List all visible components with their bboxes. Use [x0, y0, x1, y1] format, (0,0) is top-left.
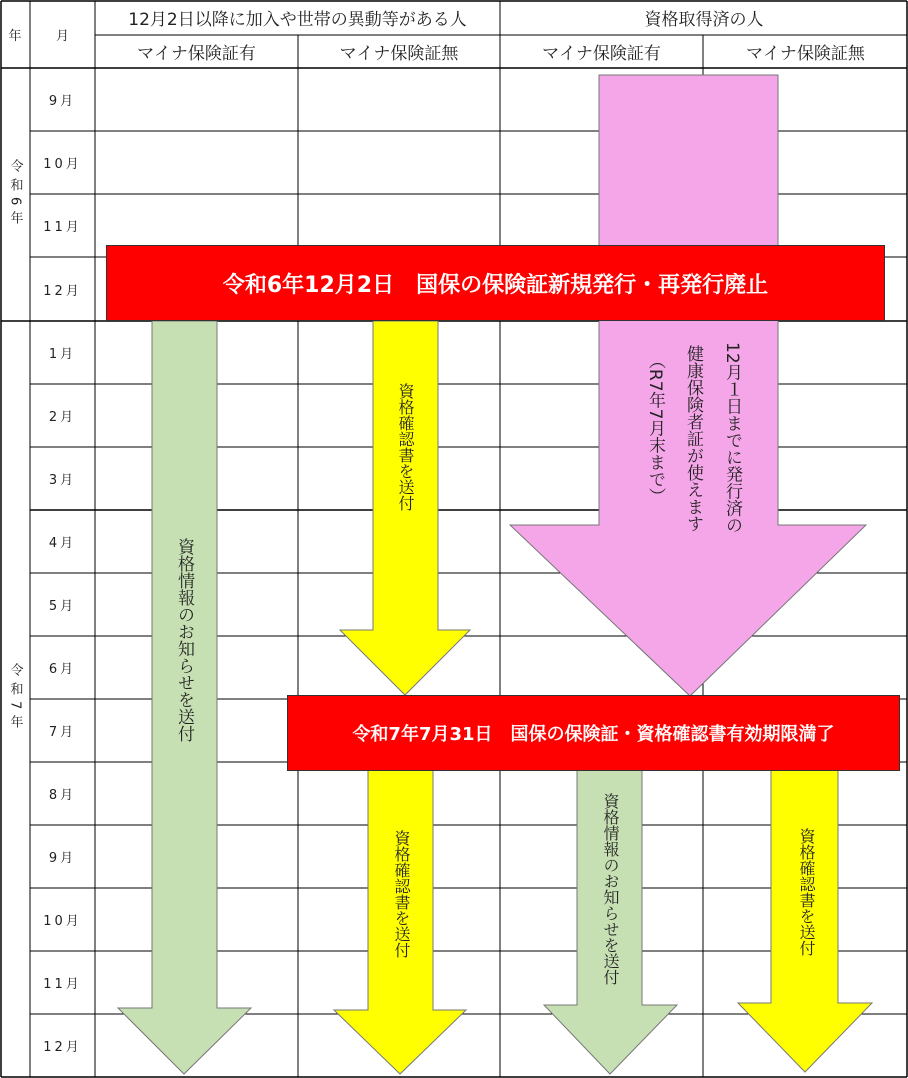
header-new-without-card: マイナ保険証無	[339, 44, 459, 64]
header-month: 月	[55, 28, 69, 44]
month-r6-10: 10月	[43, 157, 82, 172]
month-r6-9: 9月	[48, 94, 77, 109]
header-existing-without-card: マイナ保険証無	[746, 44, 865, 64]
yellow-arrow-short-label: 資格確認書を送付	[396, 383, 415, 511]
month-r6-12: 12月	[43, 283, 82, 299]
yellow-arrow-bottom-2-label: 資格確認書を送付	[797, 828, 816, 956]
pink-arrow-label-line1: 12月１日までに発行済の	[722, 342, 742, 534]
month-r7-3: 3月	[48, 473, 77, 488]
banner-abolition: 令和6年12月2日 国保の保険証新規発行・再発行廃止	[106, 245, 885, 321]
month-r7-10: 10月	[43, 914, 82, 929]
header-group-new: 12月2日以降に加入や世帯の異動等がある人	[128, 10, 467, 30]
banner-expiry: 令和7年7月31日 国保の保険証・資格確認書有効期限満了	[287, 695, 900, 771]
pink-arrow-label-line3: （R7年7月末まで）	[645, 352, 665, 505]
month-r7-2: 2月	[48, 410, 77, 425]
year-label-r6: 令和6年	[7, 158, 23, 231]
header-year: 年	[8, 28, 22, 44]
year-label-r7: 令和7年	[7, 662, 23, 735]
yellow-arrow-bottom-1-label: 資格確認書を送付	[392, 830, 411, 958]
month-r7-6: 6月	[48, 662, 77, 677]
green-arrow-long-label: 資格情報のお知らせを送付	[174, 538, 194, 742]
month-r7-5: 5月	[48, 599, 77, 614]
header-group-existing: 資格取得済の人	[644, 10, 764, 30]
header-existing-with-card: マイナ保険証有	[542, 44, 661, 64]
month-r7-4: 4月	[48, 536, 77, 551]
pink-arrow-label-line2: 健康保険者証が使えます	[683, 345, 703, 532]
month-r6-11: 11月	[43, 220, 82, 235]
month-r7-1: 1月	[48, 347, 77, 362]
month-r7-11: 11月	[43, 977, 82, 992]
month-r7-8: 8月	[48, 788, 77, 803]
month-r7-9: 9月	[48, 851, 77, 866]
header-new-with-card: マイナ保険証有	[137, 44, 256, 64]
month-r7-7: 7月	[48, 725, 77, 740]
green-arrow-bottom-label: 資格情報のお知らせを送付	[601, 793, 620, 985]
month-r7-12: 12月	[43, 1039, 82, 1055]
